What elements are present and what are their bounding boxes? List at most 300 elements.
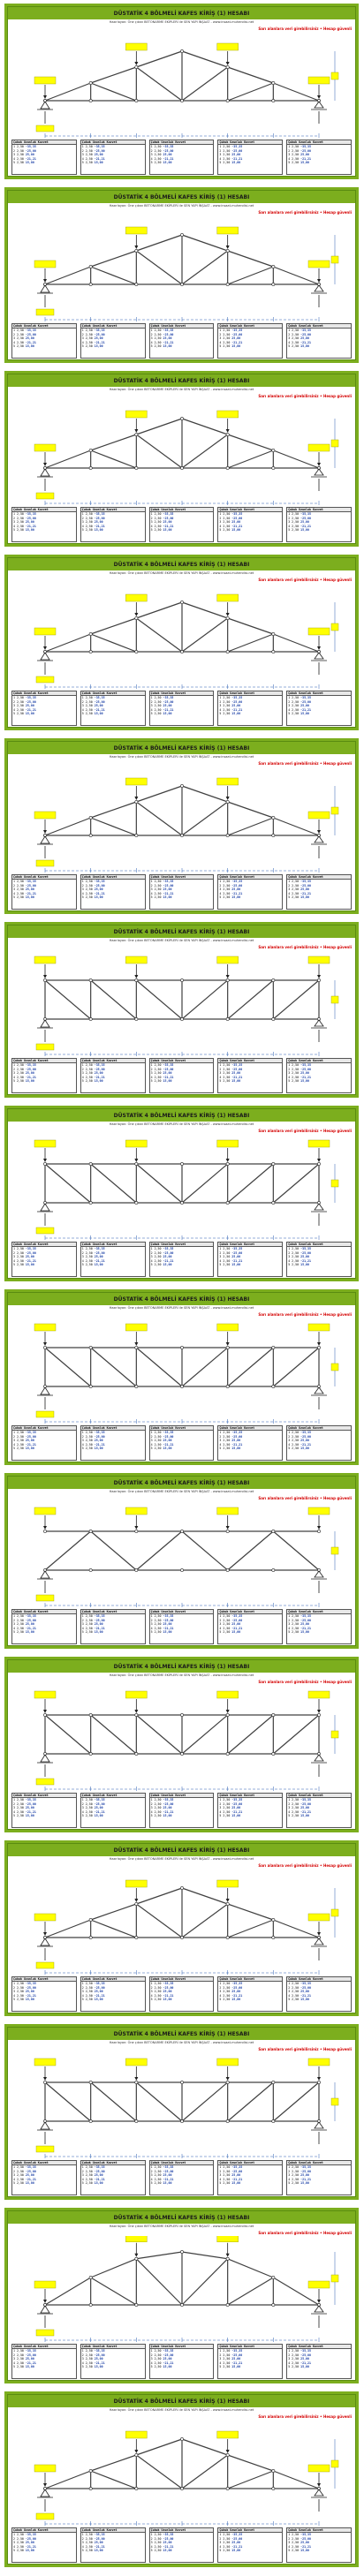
force-value: -25,00 — [94, 1618, 105, 1622]
load-input-box[interactable] — [217, 1507, 239, 1515]
table-row: 5 2,50 15,00 — [288, 895, 310, 900]
force-value: 25,00 — [300, 1622, 310, 1627]
table-row: 4 2,50 -21,21 — [288, 340, 312, 344]
truss-node — [226, 466, 229, 469]
table-row: 4 2,50 -21,21 — [219, 707, 243, 712]
table-row: 5 2,50 15,00 — [219, 1079, 241, 1084]
truss-node — [89, 283, 92, 285]
force-value: -21,21 — [94, 1993, 105, 1998]
truss-node — [180, 2303, 183, 2306]
diagonal-member — [228, 634, 274, 652]
load-input-box[interactable] — [34, 1691, 56, 1698]
table-row: 5 2,50 15,00 — [219, 344, 241, 349]
table-row: 5 2,50 15,00 — [288, 1814, 310, 1818]
table-row: 5 2,50 15,00 — [13, 1079, 34, 1084]
table-row: 2 2,50 -25,00 — [219, 332, 243, 336]
truss-drawing — [10, 1134, 354, 1240]
load-input-box[interactable] — [34, 1507, 56, 1515]
load-input-box[interactable] — [217, 1140, 239, 1147]
results-table — [217, 874, 283, 910]
force-value: 15,00 — [231, 1447, 241, 1451]
load-input-box[interactable] — [308, 1140, 330, 1147]
load-input-box[interactable] — [34, 2465, 56, 2472]
force-value: -25,00 — [231, 1618, 243, 1622]
force-value: 25,00 — [94, 1806, 103, 1810]
table-header: Çubuk Uzunluk Kuvvet — [150, 875, 214, 880]
force-value: 25,00 — [231, 2541, 241, 2545]
table-row: 1 2,50 -35,35 — [13, 1431, 36, 1435]
load-input-box[interactable] — [308, 1691, 330, 1698]
table-row: 2 2,50 -25,00 — [288, 1985, 312, 1990]
load-input-box[interactable] — [308, 77, 330, 84]
force-value: -25,00 — [94, 2353, 105, 2357]
table-row: 3 2,50 25,00 — [81, 1622, 103, 1627]
force-value: 15,00 — [300, 528, 310, 533]
force-value: -35,35 — [231, 2349, 243, 2353]
truss-node — [272, 1918, 275, 1921]
diagonal-member — [136, 618, 182, 652]
diagonal-member — [182, 434, 228, 468]
force-value: -35,35 — [231, 2165, 243, 2170]
arrow-head-icon — [226, 975, 230, 978]
results-tables — [11, 2527, 352, 2563]
table-row: 1 2,50 -35,35 — [288, 696, 312, 700]
load-input-box[interactable] — [217, 956, 239, 963]
force-value: 25,00 — [300, 2541, 310, 2545]
results-table — [80, 2527, 146, 2563]
table-row: 4 2,50 -21,21 — [13, 1075, 36, 1079]
arrow-head-icon — [43, 95, 47, 99]
load-input-box[interactable] — [217, 2059, 239, 2066]
load-input-box[interactable] — [125, 594, 147, 601]
truss-node — [135, 2081, 138, 2083]
title-bar — [8, 191, 355, 203]
table-row: 3 2,50 25,00 — [81, 153, 103, 157]
truss-node — [272, 1568, 275, 1571]
truss-node — [180, 2487, 183, 2489]
table-row: 2 2,50 -25,00 — [288, 1067, 312, 1071]
load-input-box[interactable] — [34, 1140, 56, 1147]
truss-node — [180, 233, 183, 236]
force-value: -21,21 — [94, 2177, 105, 2181]
table-row: 2 2,50 -25,00 — [81, 883, 105, 888]
reaction-box — [36, 860, 54, 866]
table-row: 2 2,50 -25,00 — [13, 2353, 36, 2357]
force-value: 25,00 — [163, 2541, 172, 2545]
top-chord-member — [91, 67, 137, 83]
force-value: -25,00 — [231, 883, 243, 888]
height-input-box[interactable] — [331, 807, 338, 814]
top-chord-member — [228, 434, 274, 450]
force-value: -35,35 — [163, 145, 174, 149]
height-input-box[interactable] — [331, 1180, 338, 1187]
table-header: Çubuk Uzunluk Kuvvet — [287, 2345, 351, 2349]
table-row: 5 2,50 15,00 — [219, 2549, 241, 2553]
table-row: 1 2,50 -35,35 — [219, 1431, 243, 1435]
results-table — [217, 2527, 283, 2563]
table-header: Çubuk Uzunluk Kuvvet — [287, 1426, 351, 1431]
table-row: 3 2,50 25,00 — [13, 2357, 34, 2361]
force-value: 25,00 — [25, 2173, 34, 2178]
arrow-head-icon — [134, 1526, 138, 1530]
table-row: 1 2,50 -35,35 — [288, 2349, 312, 2353]
table-row: 5 2,50 15,00 — [150, 2365, 172, 2369]
table-row: 2 2,50 -25,00 — [13, 332, 36, 336]
diagonal-member — [228, 2471, 274, 2489]
table-row: 4 2,50 -21,21 — [288, 891, 312, 895]
load-input-box[interactable] — [34, 77, 56, 84]
diagonal-member — [228, 1164, 274, 1203]
input-note: Sarı alanlara veri girebilirsiniz • Hesap güvenli — [258, 210, 352, 215]
reaction-box — [36, 2513, 54, 2519]
table-header: Çubuk Uzunluk Kuvvet — [218, 1794, 282, 1798]
results-table — [149, 874, 215, 910]
results-table — [149, 2344, 215, 2379]
truss-node — [180, 417, 183, 419]
force-value: -25,00 — [163, 516, 174, 520]
diagonal-member — [228, 1531, 274, 1570]
results-table — [217, 1976, 283, 2012]
top-chord-member — [136, 602, 182, 618]
table-row: 4 2,50 -21,21 — [150, 707, 174, 712]
load-input-box[interactable] — [125, 1507, 147, 1515]
load-input-box[interactable] — [34, 2281, 56, 2288]
load-input-box[interactable] — [34, 1914, 56, 1921]
height-input-box[interactable] — [331, 256, 338, 263]
load-input-box[interactable] — [308, 956, 330, 963]
force-value: 15,00 — [300, 1079, 310, 1084]
load-input-box[interactable] — [217, 43, 239, 50]
table-header: Çubuk Uzunluk Kuvvet — [81, 140, 145, 145]
load-input-box[interactable] — [125, 1880, 147, 1887]
force-value: -25,00 — [300, 332, 312, 336]
load-input-box[interactable] — [217, 1880, 239, 1887]
top-chord-member — [273, 818, 319, 835]
height-input-box[interactable] — [331, 1731, 338, 1738]
results-table — [11, 1242, 77, 1277]
force-value: -35,35 — [231, 1063, 243, 1068]
load-input-box[interactable] — [217, 1691, 239, 1698]
force-value: -21,21 — [25, 1442, 36, 1447]
truss-node — [226, 1936, 229, 1938]
table-row: 2 2,50 -25,00 — [288, 2353, 312, 2357]
table-row: 4 2,50 -21,21 — [288, 1442, 312, 1447]
truss-panel — [4, 1473, 359, 1649]
table-row: 1 2,50 -35,35 — [81, 329, 105, 333]
force-value: -25,00 — [25, 1250, 36, 1255]
table-row: 5 2,50 15,00 — [13, 344, 34, 349]
load-input-box[interactable] — [217, 2431, 239, 2438]
truss-drawing — [10, 1869, 354, 1975]
table-row: 3 2,50 25,00 — [150, 1806, 172, 1810]
results-table — [217, 323, 283, 359]
table-row: 1 2,50 -35,35 — [81, 1431, 105, 1435]
arrow-head-icon — [317, 830, 321, 834]
table-row: 1 2,50 -35,35 — [150, 2165, 174, 2170]
force-value: 15,00 — [94, 1814, 103, 1818]
diagonal-member — [182, 2082, 228, 2121]
table-row: 1 2,50 -35,35 — [13, 512, 36, 517]
table-row: 3 2,50 25,00 — [219, 520, 241, 525]
force-value: -25,00 — [25, 699, 36, 704]
load-input-box[interactable] — [125, 1691, 147, 1698]
force-value: -35,35 — [94, 1431, 105, 1435]
table-row: 4 2,50 -21,21 — [81, 2361, 105, 2365]
table-row: 3 2,50 25,00 — [150, 1622, 172, 1627]
force-value: 25,00 — [163, 2357, 172, 2361]
truss-node — [89, 1530, 92, 1532]
reaction-box — [36, 676, 54, 683]
force-value: 25,00 — [94, 1255, 103, 1259]
truss-node — [135, 2453, 138, 2456]
load-input-box[interactable] — [125, 1324, 147, 1331]
truss-node — [180, 834, 183, 836]
height-input-box[interactable] — [331, 1909, 338, 1916]
load-input-box[interactable] — [34, 261, 56, 268]
force-value: 15,00 — [231, 1630, 241, 1635]
height-input-box[interactable] — [331, 996, 338, 1003]
table-row: 3 2,50 25,00 — [219, 1071, 241, 1076]
force-value: -35,35 — [300, 1614, 312, 1619]
force-value: 15,00 — [163, 161, 172, 165]
diagonal-member — [273, 2082, 319, 2121]
table-row: 1 2,50 -35,35 — [13, 1063, 36, 1068]
load-input-box[interactable] — [308, 444, 330, 451]
results-tables — [11, 1793, 352, 1828]
roller-support — [315, 1020, 323, 1026]
force-value: -21,21 — [231, 340, 243, 344]
truss-node — [226, 433, 229, 435]
height-input-box[interactable] — [331, 2098, 338, 2105]
results-table — [11, 1793, 77, 1828]
table-header: Çubuk Uzunluk Kuvvet — [150, 1426, 214, 1431]
table-row: 1 2,50 -35,35 — [81, 145, 105, 149]
height-input-box[interactable] — [331, 623, 338, 631]
truss-node — [135, 1568, 138, 1571]
diagonal-member — [182, 2259, 228, 2305]
force-value: 25,00 — [231, 1990, 241, 1994]
load-input-box[interactable] — [125, 2059, 147, 2066]
diagonal-member — [91, 818, 137, 835]
truss-node — [89, 1752, 92, 1755]
pin-support — [41, 2122, 49, 2129]
load-input-box[interactable] — [217, 411, 239, 418]
results-table — [286, 1976, 352, 2012]
load-input-box[interactable] — [125, 2431, 147, 2438]
force-value: -25,00 — [300, 699, 312, 704]
table-row: 4 2,50 -21,21 — [219, 340, 243, 344]
truss-node — [135, 978, 138, 981]
table-row: 1 2,50 -35,35 — [150, 145, 174, 149]
pin-support — [41, 1938, 49, 1945]
height-input-box[interactable] — [331, 2460, 338, 2467]
truss-drawing — [10, 1501, 354, 1607]
force-value: 25,00 — [231, 520, 241, 525]
table-row: 4 2,50 -21,21 — [288, 1993, 312, 1998]
truss-node — [272, 1346, 275, 1348]
table-row: 2 2,50 -25,00 — [13, 2536, 36, 2541]
results-table — [149, 1609, 215, 1644]
table-row: 2 2,50 -25,00 — [219, 1067, 243, 1071]
table-header: Çubuk Uzunluk Kuvvet — [150, 2528, 214, 2533]
load-input-box[interactable] — [125, 227, 147, 234]
force-value: -35,35 — [25, 1247, 36, 1251]
truss-node — [89, 1713, 92, 1716]
force-value: 15,00 — [300, 712, 310, 716]
table-row: 2 2,50 -25,00 — [13, 148, 36, 153]
force-value: -35,35 — [94, 1982, 105, 1986]
results-table — [80, 323, 146, 359]
table-row: 3 2,50 25,00 — [288, 1071, 310, 1076]
load-input-box[interactable] — [308, 812, 330, 819]
table-row: 3 2,50 25,00 — [13, 336, 34, 341]
top-chord-member — [45, 450, 91, 468]
load-input-box[interactable] — [125, 411, 147, 418]
table-header: Çubuk Uzunluk Kuvvet — [150, 1243, 214, 1247]
table-row: 1 2,50 -35,35 — [81, 696, 105, 700]
force-value: -21,21 — [300, 2177, 312, 2181]
arrow-head-icon — [134, 429, 138, 433]
load-input-box[interactable] — [34, 812, 56, 819]
truss-node — [180, 2081, 183, 2083]
table-row: 2 2,50 -25,00 — [81, 516, 105, 520]
load-input-box[interactable] — [217, 227, 239, 234]
load-input-box[interactable] — [125, 956, 147, 963]
load-input-box[interactable] — [34, 628, 56, 635]
table-header: Çubuk Uzunluk Kuvvet — [81, 324, 145, 329]
load-input-box[interactable] — [125, 2236, 147, 2242]
results-table — [217, 1609, 283, 1644]
table-row: 2 2,50 -25,00 — [219, 516, 243, 520]
load-input-box[interactable] — [34, 2059, 56, 2066]
pin-support — [41, 836, 49, 843]
force-value: -25,00 — [163, 332, 174, 336]
table-header: Çubuk Uzunluk Kuvvet — [287, 1243, 351, 1247]
load-input-box[interactable] — [308, 2059, 330, 2066]
force-value: -35,35 — [163, 2349, 174, 2353]
height-input-box[interactable] — [331, 2275, 338, 2282]
diagonal-member — [45, 980, 91, 1019]
table-row: 3 2,50 25,00 — [219, 2173, 241, 2178]
table-header: Çubuk Uzunluk Kuvvet — [287, 2161, 351, 2165]
table-row: 5 2,50 15,00 — [150, 1998, 172, 2002]
load-input-box[interactable] — [308, 1914, 330, 1921]
diagonal-member — [182, 251, 228, 284]
force-value: 15,00 — [231, 895, 241, 900]
force-value: 15,00 — [94, 712, 103, 716]
truss-drawing — [10, 399, 354, 505]
table-header: Çubuk Uzunluk Kuvvet — [81, 691, 145, 696]
load-input-box[interactable] — [217, 778, 239, 785]
load-input-box[interactable] — [308, 261, 330, 268]
load-input-box[interactable] — [308, 1324, 330, 1331]
load-input-box[interactable] — [34, 444, 56, 451]
diagonal-member — [273, 980, 319, 1019]
results-table — [217, 691, 283, 726]
height-input-box[interactable] — [331, 72, 338, 79]
load-input-box[interactable] — [34, 1324, 56, 1331]
table-row: 3 2,50 25,00 — [81, 1439, 103, 1443]
load-input-box[interactable] — [34, 956, 56, 963]
roller-support — [315, 1938, 323, 1945]
panel-title: DÜSTATİK 4 BÖLMELİ KAFES KİRİŞ (1) HESABI — [113, 10, 250, 17]
truss-node — [272, 834, 275, 836]
force-value: 15,00 — [163, 2549, 172, 2553]
load-input-box[interactable] — [308, 2281, 330, 2288]
load-input-box[interactable] — [217, 2236, 239, 2242]
table-row: 3 2,50 25,00 — [150, 2173, 172, 2178]
force-value: -21,21 — [25, 524, 36, 528]
force-value: -35,35 — [300, 2349, 312, 2353]
load-input-box[interactable] — [125, 778, 147, 785]
table-row: 5 2,50 15,00 — [150, 2549, 172, 2553]
height-input-box[interactable] — [331, 1547, 338, 1554]
results-table — [11, 1609, 77, 1644]
table-header: Çubuk Uzunluk Kuvvet — [12, 1426, 76, 1431]
load-input-box[interactable] — [125, 43, 147, 50]
truss-node — [226, 99, 229, 102]
load-input-box[interactable] — [217, 1324, 239, 1331]
table-row: 3 2,50 25,00 — [13, 520, 34, 525]
force-value: -35,35 — [94, 145, 105, 149]
force-value: 25,00 — [300, 1255, 310, 1259]
table-header: Çubuk Uzunluk Kuvvet — [218, 2161, 282, 2165]
force-value: 15,00 — [163, 1814, 172, 1818]
truss-panel — [4, 187, 359, 363]
top-chord-member — [91, 2455, 137, 2471]
truss-node — [317, 2081, 320, 2083]
arrow-head-icon — [317, 975, 321, 978]
table-row: 2 2,50 -25,00 — [13, 883, 36, 888]
table-header: Çubuk Uzunluk Kuvvet — [287, 140, 351, 145]
top-chord-member — [182, 2252, 228, 2259]
truss-panel — [4, 1840, 359, 2016]
table-row: 4 2,50 -21,21 — [150, 1442, 174, 1447]
force-value: 25,00 — [25, 2541, 34, 2545]
input-note: Sarı alanlara veri girebilirsiniz • Hesap güvenli — [258, 761, 352, 766]
load-input-box[interactable] — [308, 1507, 330, 1515]
height-input-box[interactable] — [331, 440, 338, 447]
diagonal-member — [45, 1348, 91, 1386]
table-header: Çubuk Uzunluk Kuvvet — [12, 1610, 76, 1614]
force-value: -25,00 — [300, 2536, 312, 2541]
table-row: 2 2,50 -25,00 — [219, 2353, 243, 2357]
truss-node — [180, 2437, 183, 2440]
load-input-box[interactable] — [308, 2465, 330, 2472]
force-value: 25,00 — [94, 2173, 103, 2178]
results-table — [80, 507, 146, 542]
table-row: 2 2,50 -25,00 — [288, 332, 312, 336]
force-value: -25,00 — [94, 1250, 105, 1255]
truss-node — [226, 2119, 229, 2122]
load-input-box[interactable] — [217, 594, 239, 601]
arrow-head-icon — [43, 463, 47, 466]
height-input-box[interactable] — [331, 1364, 338, 1371]
input-note: Sarı alanlara veri girebilirsiniz • Hesap güvenli — [258, 2231, 352, 2235]
load-input-box[interactable] — [308, 628, 330, 635]
title-bar — [8, 1660, 355, 1673]
table-header: Çubuk Uzunluk Kuvvet — [12, 1059, 76, 1063]
force-value: -35,35 — [163, 1798, 174, 1802]
force-value: 15,00 — [94, 344, 103, 349]
force-value: -25,00 — [94, 699, 105, 704]
diagonal-member — [228, 1920, 274, 1938]
load-input-box[interactable] — [125, 1140, 147, 1147]
input-note: Sarı alanlara veri girebilirsiniz • Hesap güvenli — [258, 1129, 352, 1133]
table-row: 3 2,50 25,00 — [81, 704, 103, 708]
table-row: 3 2,50 25,00 — [13, 1071, 34, 1076]
table-row: 5 2,50 15,00 — [81, 1263, 103, 1267]
